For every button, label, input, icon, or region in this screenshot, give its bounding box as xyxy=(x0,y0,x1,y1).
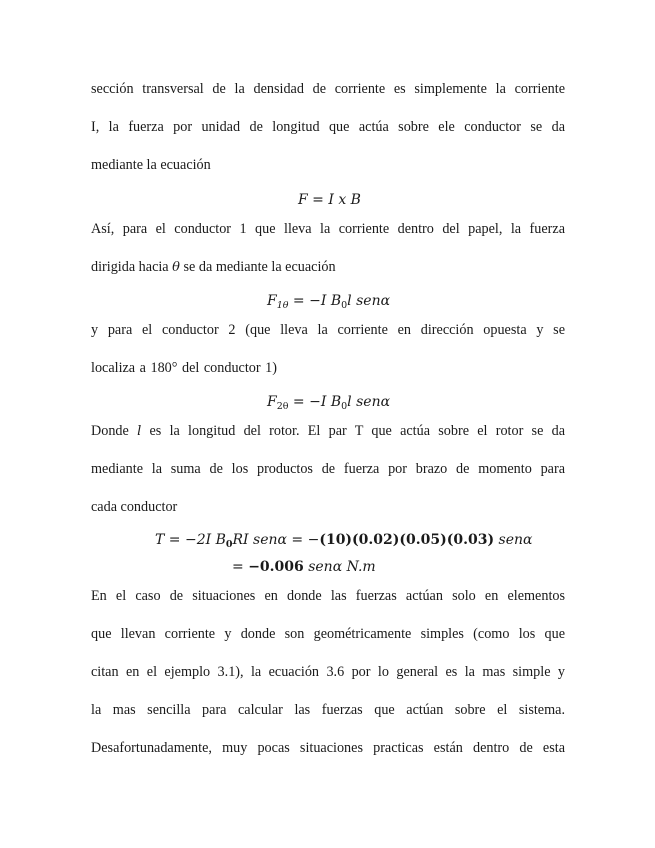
paragraph-line: cada conductor xyxy=(91,499,178,515)
paragraph-line: Desafortunadamente, muy pocas situaciones practicas están dentro de esta xyxy=(91,740,565,756)
paragraph-line: Donde l es la longitud del rotor. El par T que actúa sobre el rotor se da xyxy=(91,423,566,439)
inline-text: dirigida hacia xyxy=(91,259,169,275)
paragraph-line: mediante la suma de los productos de fuerza por brazo de momento para xyxy=(91,461,565,477)
paragraph-line: mediante la ecuación xyxy=(91,157,211,173)
equation-force-conductor-1: $F_{1\theta} = -I$ $B_0l$ senα xyxy=(267,293,391,311)
paragraph-line: localiza a 180° del conductor 1) xyxy=(91,360,277,376)
paragraph-line: que llevan corriente y donde son geométricamente simples (como los que xyxy=(91,626,565,642)
equation-torque-result: = −0.006 senα N.m xyxy=(232,559,376,575)
theta-symbol: θ xyxy=(172,260,180,275)
inline-text: se da mediante la ecuación xyxy=(183,259,336,275)
equation-torque: T = −2I $B_0RI$ senα = −(10)(0.02)(0.05)(0.03) senα xyxy=(155,532,533,550)
paragraph-line: I, la fuerza por unidad de longitud que actúa sobre ele conductor se da xyxy=(91,119,565,135)
paragraph-line: citan en el ejemplo 3.1), la ecuación 3.6 por lo general es la mas simple y xyxy=(91,664,565,680)
paragraph-line: sección transversal de la densidad de corriente es simplemente la corriente xyxy=(91,81,565,97)
equation-force-conductor-2: $F_{2\theta} = -I$ $B_0l$ senα xyxy=(267,394,391,412)
paragraph-line xyxy=(91,257,565,278)
paragraph-line: y para el conductor 2 (que lleva la corriente en dirección opuesta y se xyxy=(91,322,565,338)
paragraph-line: Así, para el conductor 1 que lleva la corriente dentro del papel, la fuerza xyxy=(91,221,565,237)
paragraph-line: En el caso de situaciones en donde las fuerzas actúan solo en elementos xyxy=(91,588,565,604)
length-symbol: l xyxy=(137,424,142,439)
equation-force: F = I x B xyxy=(298,192,361,208)
paragraph-line: la mas sencilla para calcular las fuerzas que actúan sobre el sistema. xyxy=(91,702,565,718)
